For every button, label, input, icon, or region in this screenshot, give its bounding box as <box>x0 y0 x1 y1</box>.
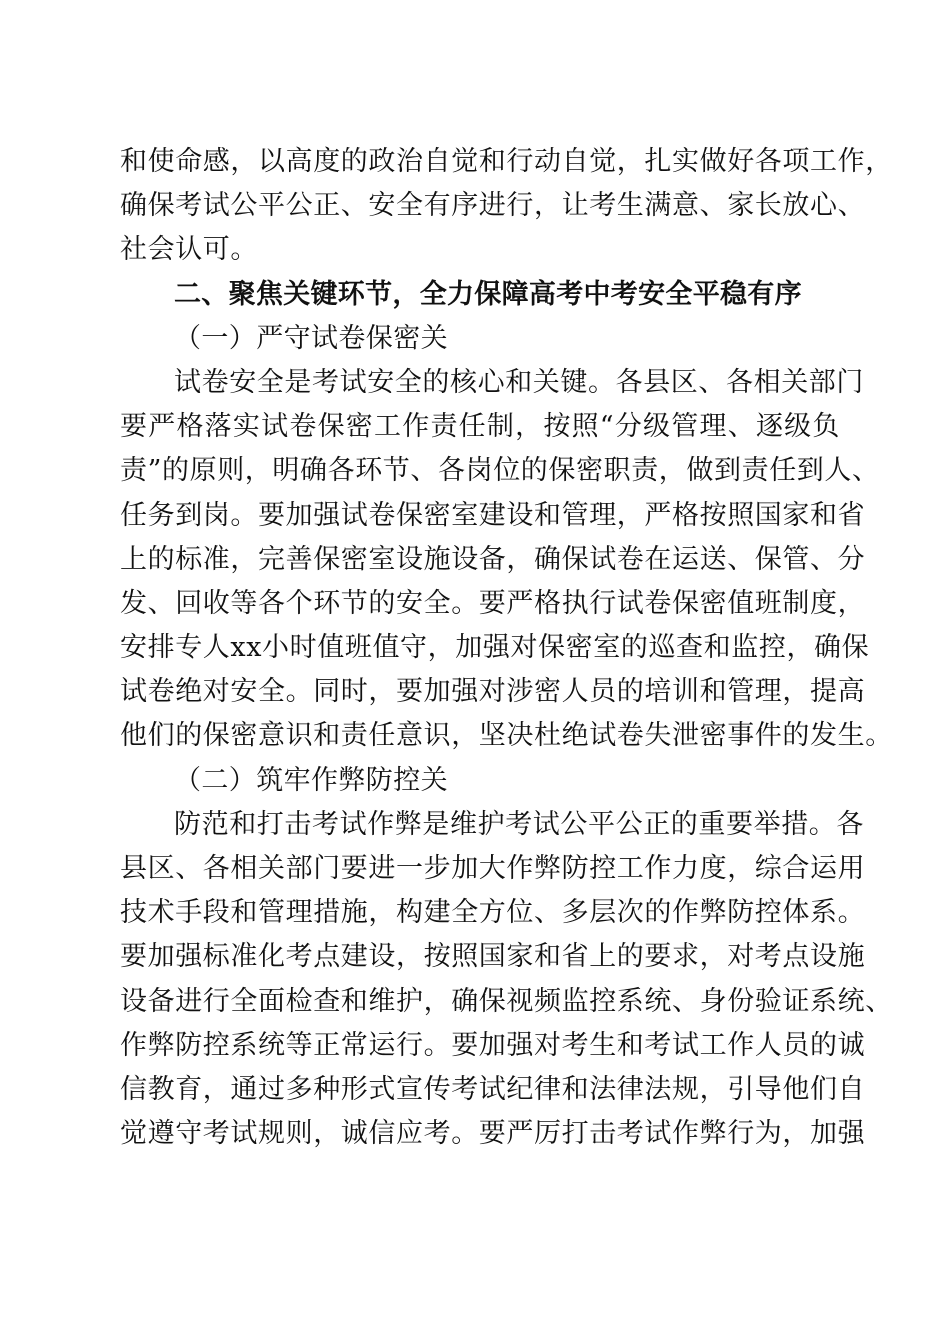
body-line: 防范和打击考试作弊是维护考试公平公正的重要举措。各 <box>174 808 864 840</box>
body-line: 信教育，通过多种形式宣传考试纪律和法律法规，引导他们自 <box>120 1073 866 1105</box>
body-line: 试卷绝对安全。同时，要加强对涉密人员的培训和管理，提高 <box>120 676 866 708</box>
body-line: 试卷安全是考试安全的核心和关键。各县区、各相关部门 <box>174 366 864 398</box>
subsection-heading-2: （二）筑牢作弊防控关 <box>174 764 448 796</box>
body-line: 要加强标准化考点建设，按照国家和省上的要求，对考点设施 <box>120 941 866 973</box>
body-line: 社会认可。 <box>120 234 258 266</box>
body-line: 责”的原则，明确各环节、各岗位的保密职责，做到责任到人、 <box>120 455 880 487</box>
subsection-heading-1: （一）严守试卷保密关 <box>174 322 448 354</box>
body-line: 要严格落实试卷保密工作责任制，按照“分级管理、逐级负 <box>120 411 840 443</box>
body-line: 任务到岗。要加强试卷保密室建设和管理，严格按照国家和省 <box>120 499 866 531</box>
body-line: 确保考试公平公正、安全有序进行，让考生满意、家长放心、 <box>120 190 866 222</box>
body-line: 觉遵守考试规则，诚信应考。要严厉打击考试作弊行为，加强 <box>120 1118 866 1150</box>
section-heading-2: 二、聚焦关键环节，全力保障高考中考安全平稳有序 <box>174 278 802 310</box>
body-line: 发、回收等各个环节的安全。要严格执行试卷保密值班制度， <box>120 587 866 619</box>
body-line: 他们的保密意识和责任意识，坚决杜绝试卷失泄密事件的发生。 <box>120 720 893 752</box>
body-line: 技术手段和管理措施，构建全方位、多层次的作弊防控体系。 <box>120 897 866 929</box>
body-line: 作弊防控系统等正常运行。要加强对考生和考试工作人员的诚 <box>120 1029 866 1061</box>
body-line: 设备进行全面检查和维护，确保视频监控系统、身份验证系统、 <box>120 985 893 1017</box>
body-line: 和使命感，以高度的政治自觉和行动自觉，扎实做好各项工作， <box>120 146 893 177</box>
body-line: 县区、各相关部门要进一步加大作弊防控工作力度，综合运用 <box>120 853 866 884</box>
body-line: 安排专人xx小时值班值守，加强对保密室的巡查和监控，确保 <box>120 632 870 664</box>
document-body <box>120 140 893 1156</box>
body-line: 上的标准，完善保密室设施设备，确保试卷在运送、保管、分 <box>120 543 866 575</box>
